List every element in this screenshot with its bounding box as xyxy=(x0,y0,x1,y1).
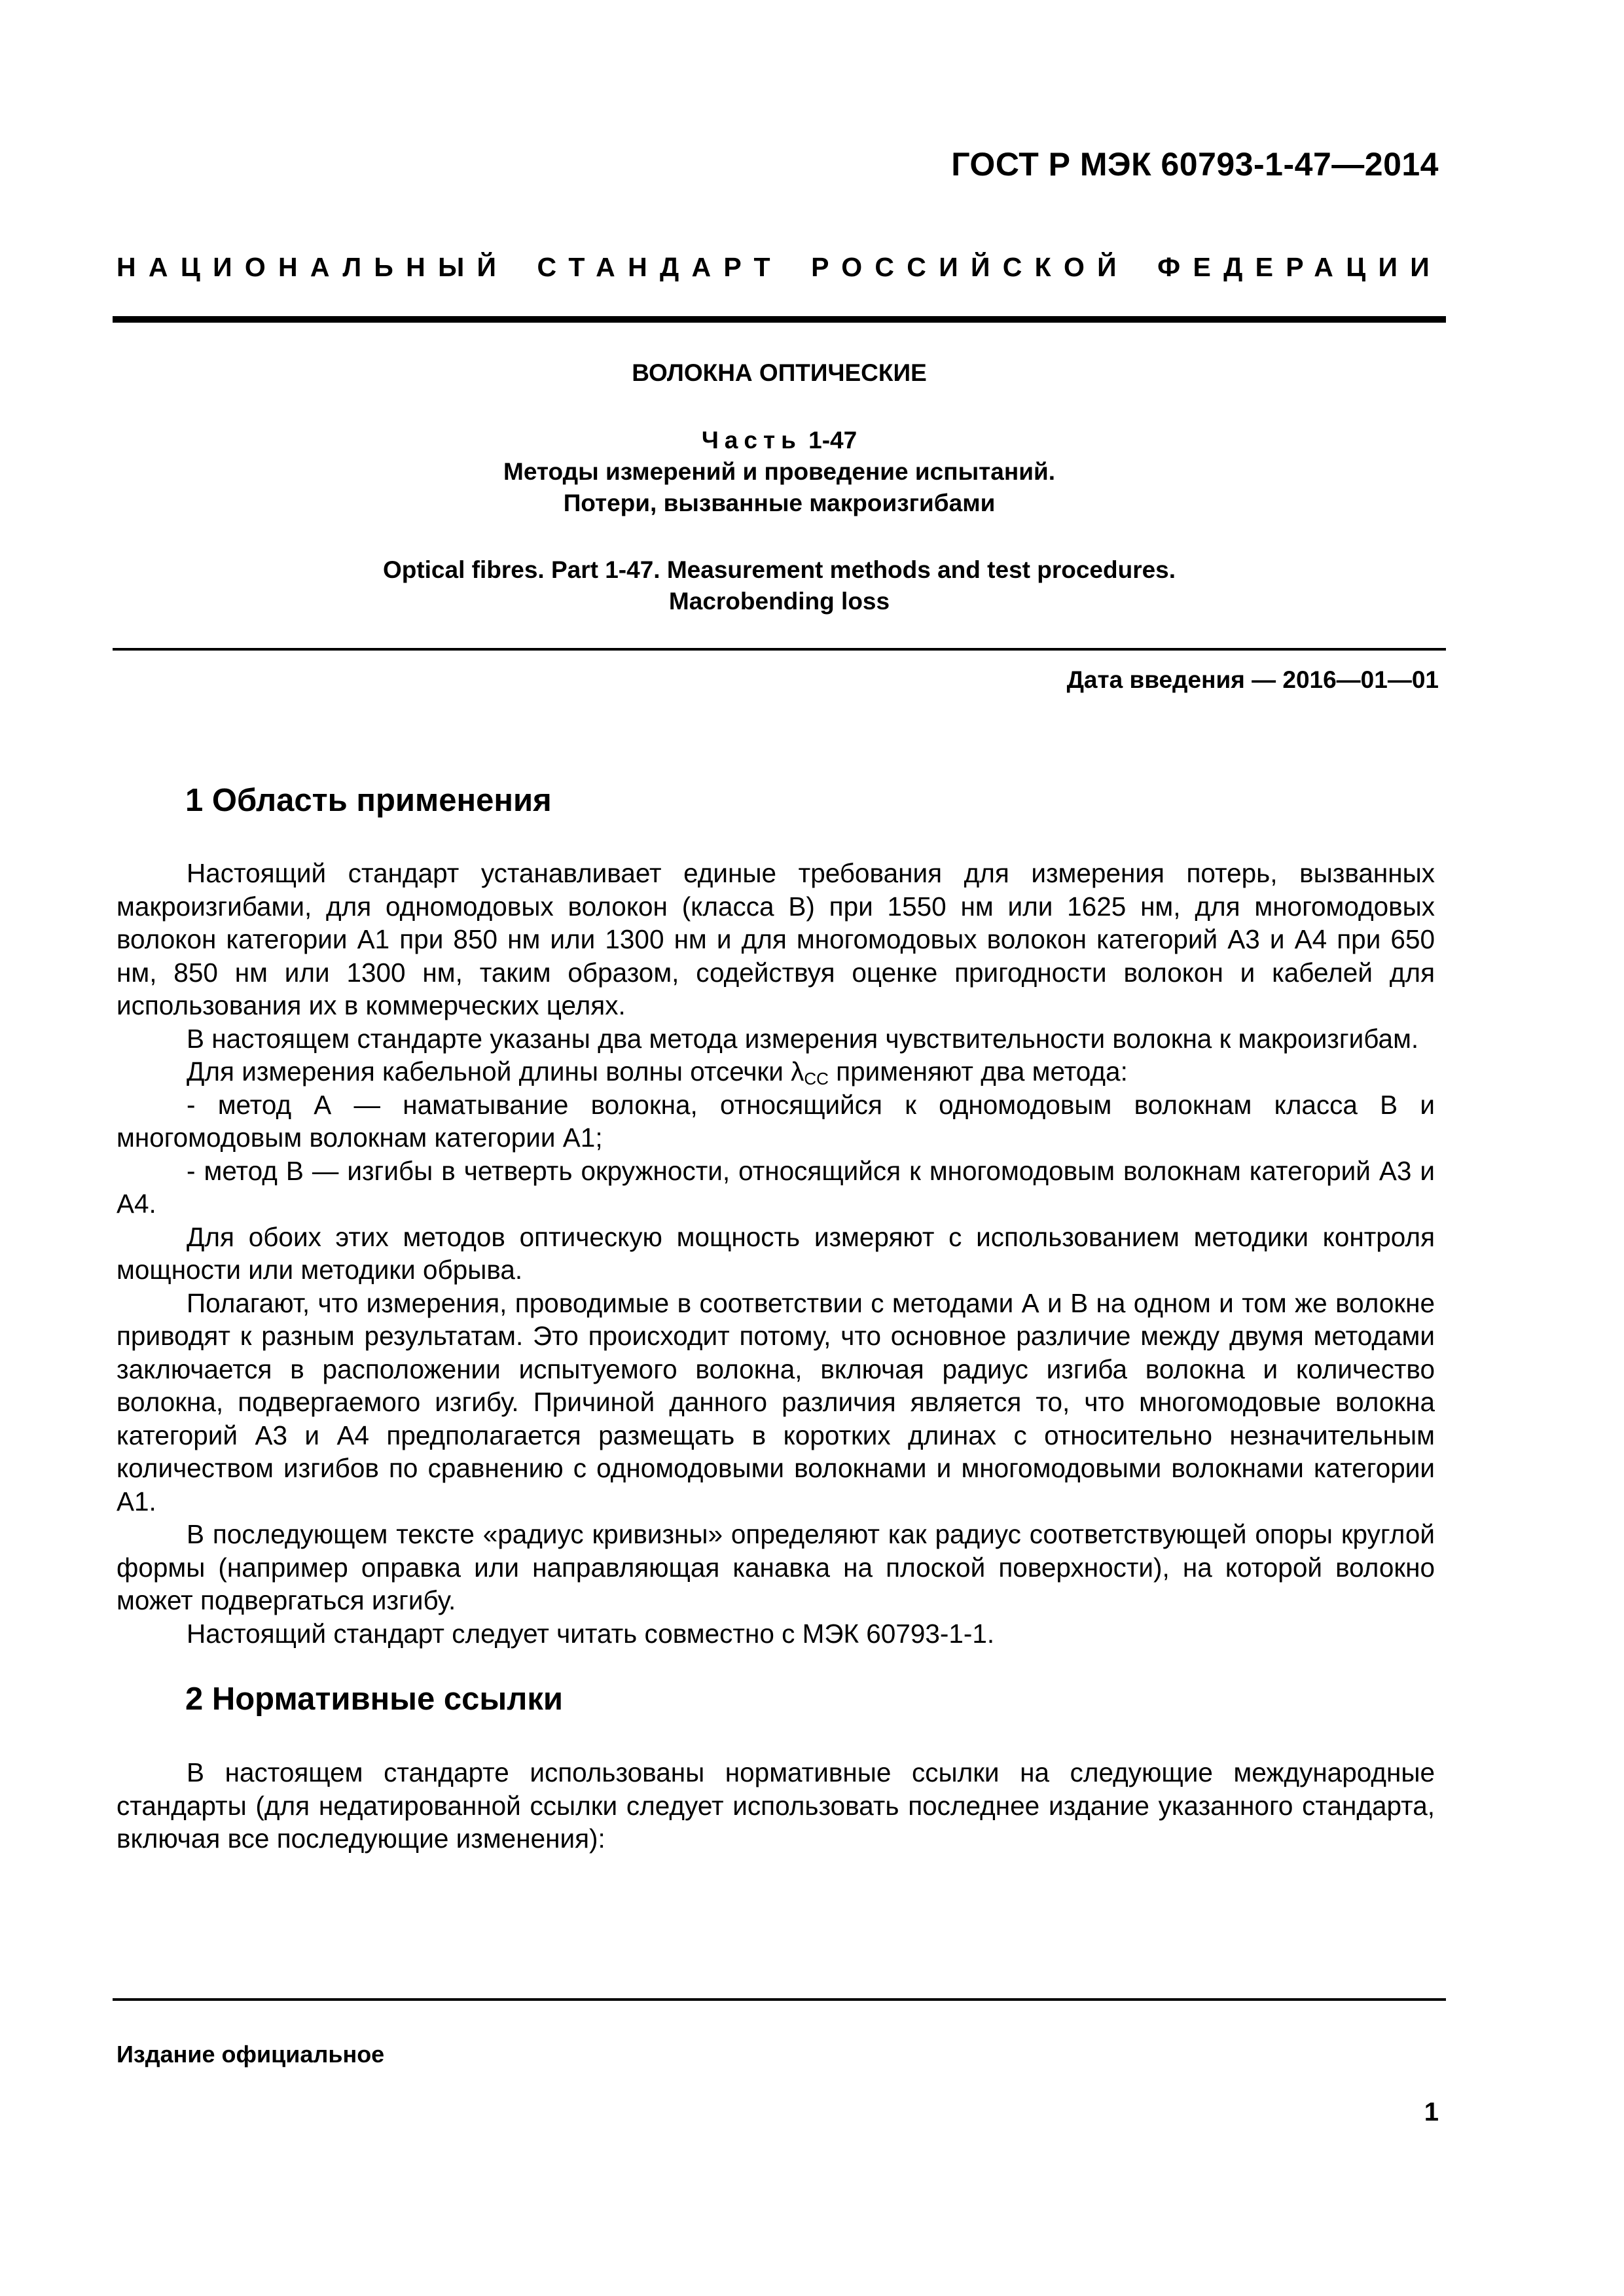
list-item-method-b: - метод В — изгибы в четверть окружности, относящийся к многомодовым волокнам категорий А3 и А4. xyxy=(117,1155,1435,1219)
paragraph: Для обоих этих методов оптическую мощность измеряют с использованием методики контроля мощности или методики обрыва. xyxy=(117,1221,1435,1285)
paragraph: Полагают, что измерения, проводимые в соответствии с методами А и В на одном и том же волокне приводят к разным результатам. Это происходит потому, что основное различие между двумя методами заключается в расположении испытуемого волокна, включая радиус изгиба волокна и количество волокна, подвергаемого изгибу. Причиной данного различия является то, что многомодовые волокна категорий А3 и А4 предполагается размещать в коротких длинах с относительно незначительным количеством изгибов по сравнению с одномодовыми волокнами и многомодовыми волокнами категории А1. xyxy=(117,1287,1435,1516)
part-word: Часть xyxy=(701,427,802,454)
paragraph: В настоящем стандарте использованы нормативные ссылки на следующие международные стандарты (для недатированной ссылки следует использовать последнее издание указанного стандарта, включая все последующие изменения): xyxy=(117,1757,1435,1854)
edition-label: Издание официальное xyxy=(117,2041,385,2068)
paragraph xyxy=(117,1055,1435,1088)
english-title xyxy=(113,554,1446,617)
paragraph-text: применяют два метода: xyxy=(828,1056,1128,1086)
header-rule xyxy=(113,316,1446,323)
gost-code: ГОСТ Р МЭК 60793-1-47—2014 xyxy=(951,146,1439,183)
section-2-heading: 2 Нормативные ссылки xyxy=(185,1681,563,1717)
page-number: 1 xyxy=(1424,2098,1439,2126)
paragraph-text: Для измерения кабельной длины волны отсечки λ xyxy=(187,1056,804,1086)
english-title-line-2: Macrobending loss xyxy=(668,588,890,615)
title-rule xyxy=(113,648,1446,651)
paragraph: В настоящем стандарте указаны два метода измерения чувствительности волокна к макроизгибам. xyxy=(187,1023,1419,1054)
paragraph: Настоящий стандарт следует читать совместно с МЭК 60793-1-1. xyxy=(187,1618,995,1649)
part-number: 1-47 xyxy=(808,427,857,454)
subtitle-line-2: Потери, вызванные макроизгибами xyxy=(563,490,996,516)
document-title: ВОЛОКНА ОПТИЧЕСКИЕ xyxy=(632,359,927,386)
part-label xyxy=(113,425,1446,456)
section-1-body xyxy=(117,857,1435,1650)
section-1-heading: 1 Область применения xyxy=(185,783,552,818)
footer-rule xyxy=(113,1998,1446,2001)
paragraph: Настоящий стандарт устанавливает единые требования для измерения потерь, вызванных макроизгибами, для одномодовых волокон (класса B) при 1550 нм или 1625 нм, для многомодовых волокон категории А1 при 850 нм или 1300 нм и для многомодовых волокон категорий А3 и А4 при 650 нм, 850 нм или 1300 нм, таким образом, содействуя оценке пригодности волокон и кабелей для использования их в коммерческих целях. xyxy=(117,858,1435,1020)
subscript: CC xyxy=(804,1069,829,1088)
introduction-date: Дата введения — 2016—01—01 xyxy=(1066,666,1439,693)
list-item-method-a: - метод А — наматывание волокна, относящийся к одномодовым волокнам класса В и многомодовым волокнам категории А1; xyxy=(117,1089,1435,1153)
national-standard-banner: НАЦИОНАЛЬНЫЙ СТАНДАРТ РОССИЙСКОЙ ФЕДЕРАЦИИ xyxy=(117,252,1442,282)
english-title-line-1: Optical fibres. Part 1-47. Measurement methods and test procedures. xyxy=(382,556,1176,583)
part-block xyxy=(113,425,1446,519)
section-2-body xyxy=(117,1756,1435,1856)
subtitle-line-1: Методы измерений и проведение испытаний. xyxy=(503,458,1055,485)
paragraph: В последующем тексте «радиус кривизны» определяют как радиус соответствующей опоры круглой формы (например оправка или направляющая канавка на плоской поверхности), на которой волокно может подвергаться изгибу. xyxy=(117,1519,1435,1615)
